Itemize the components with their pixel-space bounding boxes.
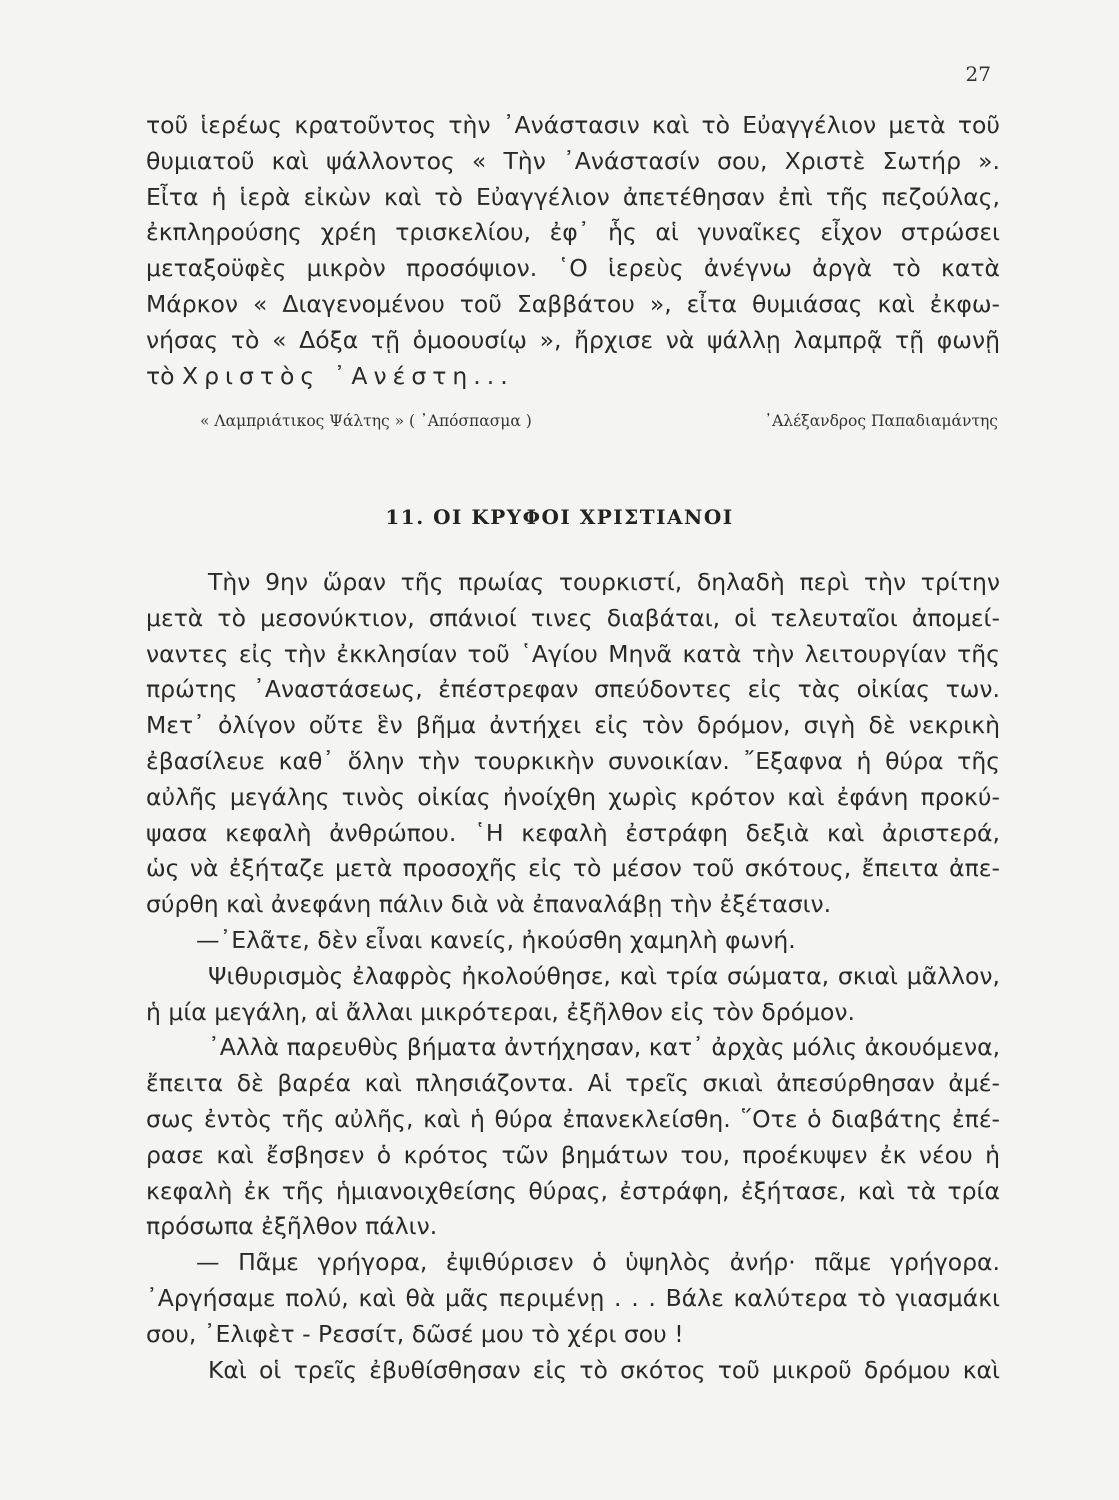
text-line: σως ἐντὸς τῆς αὐλῆς, καὶ ἡ θύρα ἐπανεκλείσθη. ῞Οτε ὁ διαβάτης ἐπέ-: [146, 1104, 1000, 1133]
text-line-final: [146, 359, 1000, 395]
chapter-body: [146, 565, 1000, 1388]
text-line: ψασα κεφαλὴ ἀνθρώπου. ῾Η κεφαλὴ ἐστράφη δεξιὰ καὶ ἀριστερά,: [146, 818, 1000, 847]
dialogue-line: — Πᾶμε γρήγορα, ἐψιθύρισεν ὁ ὑψηλὸς ἀνήρ· πᾶμε γρήγορα.: [196, 1248, 1000, 1277]
text-line: ἡ μία μεγάλη, αἱ ἄλλαι μικρότεραι, ἐξῆλθον εἰς τὸν δρόμον.: [146, 997, 855, 1026]
text-line: ναντες εἰς τὴν ἐκκλησίαν τοῦ ῾Αγίου Μηνᾶ κατὰ τὴν λειτουργίαν τῆς: [146, 639, 1000, 668]
text-line: Εἶτα ἡ ἱερὰ εἰκὼν καὶ τὸ Εὐαγγέλιον ἀπετέθησαν ἐπὶ τῆς πεζούλας,: [146, 182, 1000, 211]
chapter-title: 11. ΟΙ ΚΡΥΦΟΙ ΧΡΙΣΤΙΑΝΟΙ: [385, 505, 734, 529]
text-line: πρώτης ᾿Αναστάσεως, ἐπέστρεφαν σπεύδοντες εἰς τὰς οἰκίας των.: [146, 675, 1000, 704]
text-line: θυμιατοῦ καὶ ψάλλοντος « Τὴν ᾿Ανάστασίν σου, Χριστὲ Σωτήρ ».: [146, 146, 1000, 175]
text-line: ᾿Αργήσαμε πολύ, καὶ θὰ μᾶς περιμένῃ . . . Βάλε καλύτερα τὸ γιασμάκι: [146, 1283, 1000, 1312]
citation-source: « Λαμπριάτικος Ψάλτης » ( ᾿Απόσπασμα ): [200, 412, 532, 430]
intro-passage: [146, 108, 1000, 394]
text-line: πρόσωπα ἐξῆλθον πάλιν.: [146, 1212, 438, 1241]
final-prefix: τὸ: [146, 361, 175, 390]
text-line: ὡς νὰ ἐξήταζε μετὰ προσοχῆς εἰς τὸ μέσον τοῦ σκότους, ἔπειτα ἀπε-: [146, 854, 1000, 883]
page-number: 27: [965, 62, 991, 86]
text-line: αὐλῆς μεγάλης τινὸς οἰκίας ἠνοίχθη χωρὶς κρότον καὶ ἐφάνη προκύ-: [146, 782, 1000, 811]
text-line: Καὶ οἱ τρεῖς ἐβυθίσθησαν εἰς τὸ σκότος τοῦ μικροῦ δρόμου καὶ: [208, 1355, 1000, 1384]
text-line: μετὰ τὸ μεσονύκτιον, σπάνιοί τινες διαβάται, οἱ τελευταῖοι ἀπομεί-: [146, 603, 1000, 632]
text-line: ἐβασίλευε καθ᾿ ὅλην τὴν τουρκικὴν συνοικίαν. ῎Εξαφνα ἡ θύρα τῆς: [146, 746, 1000, 775]
text-line: Μετ᾿ ὀλίγον οὔτε ἓν βῆμα ἀντήχει εἰς τὸν δρόμον, σιγὴ δὲ νεκρικὴ: [146, 711, 1000, 740]
text-line: ᾿Αλλὰ παρευθὺς βήματα ἀντήχησαν, κατ᾿ ἀρχὰς μόλις ἀκουόμενα,: [208, 1033, 1000, 1062]
text-line: Μάρκον « Διαγενομένου τοῦ Σαββάτου », εἶτα θυμιάσας καὶ ἐκφω-: [146, 289, 1000, 318]
text-line: νήσας τὸ « Δόξα τῇ ὁμοουσίῳ », ἤρχισε νὰ ψάλλῃ λαμπρᾷ τῇ φωνῇ: [146, 325, 1000, 354]
text-line: ἔπειτα δὲ βαρέα καὶ πλησιάζοντα. Αἱ τρεῖς σκιαὶ ἀπεσύρθησαν ἀμέ-: [146, 1069, 1000, 1098]
citation-author: ᾿Αλέξανδρος Παπαδιαμάντης: [764, 412, 998, 430]
text-line: σύρθη καὶ ἀνεφάνη πάλιν διὰ νὰ ἐπαναλάβῃ τὴν ἐξέτασιν.: [146, 890, 832, 919]
spaced-exclamation: Χριστὸς ᾿Ανέστη...: [182, 361, 514, 390]
text-line: σου, ᾿Ελιφὲτ - Ρεσσίτ, δῶσέ μου τὸ χέρι σου !: [146, 1319, 684, 1348]
text-line: Ψιθυρισμὸς ἐλαφρὸς ἠκολούθησε, καὶ τρία σώματα, σκιαὶ μᾶλλον,: [208, 961, 1000, 990]
text-line: κεφαλὴ ἐκ τῆς ἡμιανοιχθείσης θύρας, ἐστράφη, ἐξήτασε, καὶ τὰ τρία: [146, 1176, 1000, 1205]
dialogue-line: —᾿Ελᾶτε, δὲν εἶναι κανείς, ἠκούσθη χαμηλὴ φωνή.: [196, 925, 796, 954]
text-line: ἐκπληρούσης χρέη τρισκελίου, ἐφ᾿ ἧς αἱ γυναῖκες εἶχον στρώσει: [146, 218, 1000, 247]
text-line: ρασε καὶ ἔσβησεν ὁ κρότος τῶν βημάτων του, προέκυψεν ἐκ νέου ἡ: [146, 1140, 1000, 1169]
text-line: Τὴν 9ην ὥραν τῆς πρωίας τουρκιστί, δηλαδὴ περὶ τὴν τρίτην: [208, 568, 1000, 596]
text-line: μεταξοϋφὲς μικρὸν προσόψιον. ῾Ο ἱερεὺς ἀνέγνω ἀργὰ τὸ κατὰ: [146, 254, 1000, 283]
text-line: τοῦ ἱερέως κρατοῦντος τὴν ᾿Ανάστασιν καὶ τὸ Εὐαγγέλιον μετὰ τοῦ: [146, 111, 1000, 139]
